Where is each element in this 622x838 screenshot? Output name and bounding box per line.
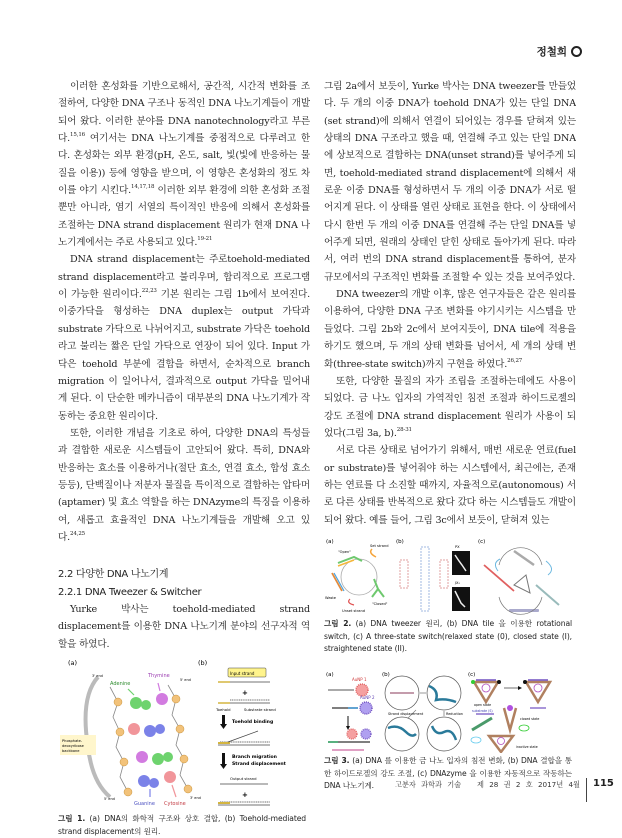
label-adenine: Adenine: [110, 681, 131, 687]
citation: 15,16: [70, 132, 86, 139]
figure-2: [324, 535, 576, 615]
panel-label: (c): [468, 672, 476, 678]
paragraph: 또한, 이러한 개념을 기초로 하여, 다양한 DNA의 특성들과 결합한 새로운 시스템들이 고안되어 왔다. 특히, DNA와 반응하는 효소를 이용하거나(절단 효소, 연결 효소, 합성 효소 등등), 단백질이나 저분자 물질을 특이적으로 결합하는 압타머(aptamer) 및 효소 역할을 하는 DNAzyme의 특징을 이용하여, 새롭고 효율적인 DNA 나노기계들을 개발해 오고 있다.$^{24,25}$: [58, 427, 310, 543]
label-inactive-state: inactive state: [516, 745, 538, 749]
label-closed: "Closed": [372, 602, 388, 606]
citation: 24,25: [70, 530, 86, 537]
label-output-strand: Output strand: [230, 776, 257, 781]
panel-label: (a): [326, 539, 334, 545]
paragraph: 이러한 혼성화를 기반으로해서, 공간적, 시간적 변화를 조절하여, 다양한 DNA 구조나 동적인 DNA 나노기계들이 개발되어 왔다. 이러한 분야를 DNA nanotechnology라고 부른다.$^{15,16}$ 여기서는 DNA 나노기계를 중점적으로 다루려고 한다. 혼성화는 외부 환경(pH, 온도, salt, 빛(빛에 반응하는 물질을 이용)) 등에 영향을 받으며, 이 영향은 혼성화의 정도 차이를 야기 시킨다.$^{14,17,18}$ 이러한 외부 환경에 의한 혼성화 조절뿐만 아니라, 염기 서열의 특이적인 반응에 의해서 혼성화를 조절하는 DNA strand displacement 원리가 현재 DNA 나노기계에서는 주로 사용되고 있다.$^{19-21}$: [58, 81, 310, 249]
figure-1-caption: 그림 1. (a) DNA의 화학적 구조와 상호 결합, (b) Toehold-mediated strand displacement의 원리.: [58, 814, 306, 836]
label-strand-displacement: Strand displacement: [388, 712, 424, 716]
label-aunp1: AuNP 1: [352, 677, 367, 682]
plus-sign: +: [242, 791, 248, 799]
right-column: [324, 78, 576, 529]
panel-label: (c): [478, 539, 486, 545]
label-backbone-line: backbone: [62, 749, 80, 753]
citation: 22,23: [141, 288, 157, 295]
label-px: PX: [455, 545, 460, 549]
figure-1: [58, 657, 310, 809]
panel-label: (a): [326, 672, 334, 678]
label-3-end: 3' end: [190, 796, 201, 800]
citation: 19-21: [197, 236, 213, 243]
label-3-end: 3' end: [92, 674, 103, 678]
citation: 26,27: [507, 357, 523, 364]
paragraph: DNA strand displacement는 주로toehold-mediated strand displacement라고 불리우며, 합리적으로 프로그램이 가능한 원리이다.$^{22,23}$ 기본 원리는 그림 1b에서 보여진다. 이중가닥을 형성하는 DNA duplex는 output 가닥과 substrate 가닥으로 나뉘어지고, substrate 가닥은 toehold 라고 불리는 짧은 단일 가닥으로 연장이 되어 있다. Input 가닥은 toehold 부분에 결합을 하면서, 순차적으로 branch migration 이 일어나서, 결과적으로 output 가닥을 밀어내게 된다. 이 단순한 메카니즘이 대부분의 DNA 나노기계가 작동하는 중요한 원리이다.: [58, 254, 310, 422]
step-strand-displacement: Strand displacement: [232, 762, 286, 767]
section-heading: 2.2 다양한 DNA 나노기계: [58, 569, 169, 581]
figure-2-caption: 그림 2. (a) DNA tweezer 원리, (b) DNA tile 을 이용한 rotational switch, (c) A three-state switch(relaxed state (0), closed state (I), straightened state (II).: [324, 619, 573, 653]
label-aunp2: AuNP 2: [360, 695, 375, 700]
paragraph: 또한, 다양한 물질의 자가 조립을 조절하는데에도 사용이 되었다. 금 나노 입자의 가역적인 침전 조절과 하이드로젤의 강도 조절에 DNA strand displacement 원리가 사용이 되었다(그림 3a, b).$^{28-31}$: [324, 375, 576, 439]
running-header-author: [537, 44, 582, 59]
label-thymine: Thymine: [148, 673, 170, 679]
label-guanine: Guanine: [134, 801, 155, 807]
step-branch-migration: Branch migration: [232, 755, 277, 760]
page-footer: [395, 778, 614, 802]
label-substrate: substrate (S): [472, 709, 493, 713]
label-cytosine: Cytosine: [164, 801, 186, 807]
dnazyme-machine: [471, 680, 550, 752]
panel-label: (b): [382, 672, 390, 678]
circle-bullet-icon: [571, 46, 582, 57]
paragraph: 그림 2a에서 보듯이, Yurke 박사는 DNA tweezer를 만들었다. 두 개의 이중 DNA가 toehold DNA가 있는 단일 DNA (set strand)에 의해서 연결이 되어있는 경우를 닫혀져 있는 상태의 DNA 구조라고 했을 때, 연결해 주고 있는 단일 DNA에 상보적으로 결합하는 DNA(unset strand)를 넣어주게 되면, toehold-mediated strand displacement에 의해서 새로운 이중 DNA를 형성하면서 두 개의 이중 DNA가 서로 떨어지게 된다. 이 상태를 열린 상태로 표현을 한다. 이 상태에서 다시 한번 두 개의 이중 DNA를 연결해 주는 단일 DNA를 넣어주게 되면, 원래의 상태인 닫힌 상태로 돌아가게 된다. 따라서, 여러 번의 DNA strand displacement를 통하여, 분자 규모에서의 구조적인 변화를 조절할 수 있는 것을 보여주었다.: [324, 81, 576, 283]
paragraph: 서로 다른 상태로 넘어가기 위해서, 매번 새로운 연료(fuel or substrate)를 넣어줘야 하는 시스템에서, 최근에는, 존재하는 연료를 다 소진할 때까지, 자율적으로(autonomous) 서로 다른 상태를 반복적으로 왔다 갔다 하는 시스템들도 개발이 되어 왔다. 예를 들어, 그림 3c에서 보듯이, 닫혀져 있는: [324, 445, 576, 526]
dna-tile-switch: [400, 547, 470, 611]
label-5-end: 5' end: [104, 797, 115, 801]
panel-label: (b): [198, 659, 208, 667]
label-open: "Open": [338, 550, 351, 554]
citation: 14,17,18: [131, 184, 155, 191]
left-column: [58, 78, 310, 653]
figure-1-graphic: [58, 657, 310, 809]
three-state-switch: [484, 548, 559, 615]
paragraph: Yurke 박사는 toehold-mediated strand displacement를 이용한 DNA 나노기계 분야의 선구자적 역할을 하였다.: [58, 603, 310, 650]
journal-name: 고분자 과학과 기술 제 28 권 2 호 2017년 4월: [395, 780, 580, 789]
label-substrate-strand: Substrate strand: [244, 707, 276, 712]
paragraph: DNA tweezer의 개발 이후, 많은 연구자들은 같은 원리를 이용하여, 다양한 DNA 구조 변화를 야기시키는 시스템을 만들었다. 그림 2b와 2c에서 보여지듯이, DNA tile에 적용을 하기도 했으며, 두 개의 상태 변화를 넘어서, 세 개의 상태 변화(three-state switch)까지 구현을 하였다.$^{26,27}$: [324, 289, 576, 370]
label-input-strand: Input strand: [230, 671, 255, 676]
label-open-state: open state: [474, 703, 492, 707]
plus-sign: +: [242, 689, 248, 697]
label-5-end: 5' end: [180, 678, 191, 682]
page-number: 115: [593, 778, 614, 789]
label-closed-state: closed state: [520, 717, 540, 721]
label-set-strand: Set strand: [370, 544, 389, 548]
gold-nanoparticle-aggregation: [328, 684, 372, 750]
label-reduction: Reduction: [446, 712, 463, 716]
footer-divider: [586, 778, 587, 802]
citation: 28-31: [396, 426, 412, 433]
dna-chemical-structure: [86, 677, 192, 797]
label-backbone-line: deoxyribose: [62, 744, 84, 748]
journal-issue: 제 28 권 2 호 2017년 4월: [476, 780, 580, 789]
panel-label: (b): [396, 539, 404, 545]
figure-3: [324, 668, 576, 753]
label-jx2: JX₂: [455, 581, 460, 585]
subsection-heading: 2.2.1 DNA Tweezer & Switcher: [58, 586, 202, 598]
figure-3-caption: 그림 3. (a) DNA 를 이용한 금 나노 입자의 침전 변화, (b) DNA 결합을 통한 하이드로겔의 강도 조절, (c) DNAzyme 을 이용한 자동적으로 작동하는 DNA 나노기계.: [324, 756, 573, 790]
dna-tweezer-cycle: [332, 549, 384, 605]
panel-label: (a): [68, 659, 78, 667]
step-toehold-binding: Toehold binding: [232, 720, 274, 725]
label-toehold: Toehold: [216, 707, 231, 712]
label-backbone-text: Phosphate-: [62, 739, 83, 743]
figure-2-graphic: [324, 535, 576, 615]
label-waste: Waste: [325, 596, 337, 600]
label-unset-strand: Unset strand: [342, 609, 366, 613]
figure-3-graphic: [324, 668, 576, 753]
author-name: 정철희: [536, 46, 567, 58]
